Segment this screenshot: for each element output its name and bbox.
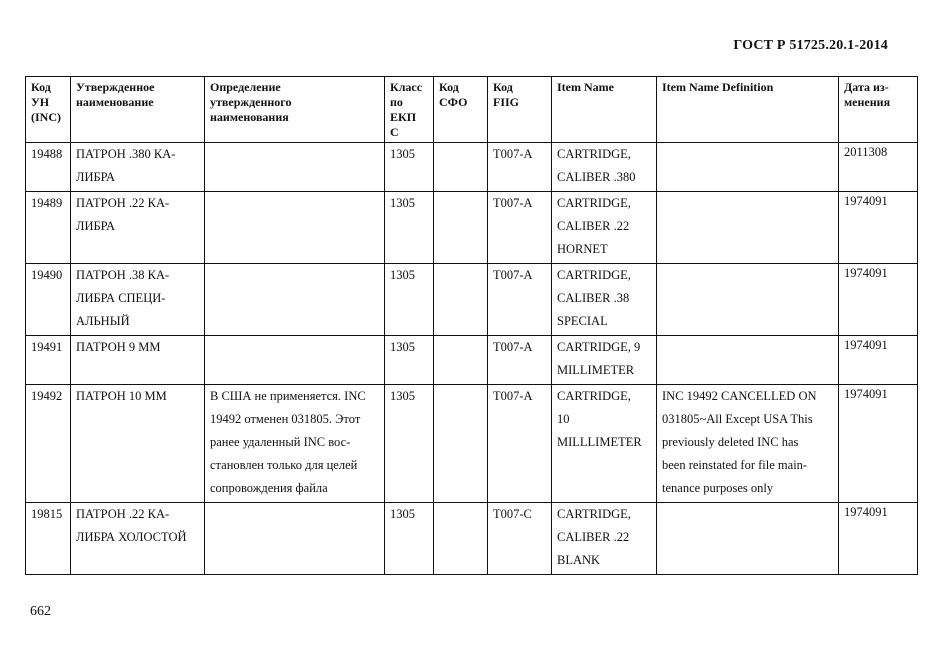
cell-date: 1974091 [839,336,918,385]
table-header-row [26,77,918,143]
cell-class: 1305 [385,385,434,503]
table-row [26,385,918,503]
cell-class: 1305 [385,264,434,336]
col-header-code: Код УН (INC) [26,77,71,143]
cell-name: ПАТРОН .22 КА- ЛИБРА [71,192,205,264]
cell-name: ПАТРОН .22 КА- ЛИБРА ХОЛОСТОЙ [71,503,205,575]
cell-item-definition [657,192,839,264]
cell-sfo [434,192,488,264]
cell-item-name: CARTRIDGE, CALIBER .22 HORNET [552,192,657,264]
cell-code: 19492 [26,385,71,503]
cell-fiig: T007-A [488,192,552,264]
cell-class: 1305 [385,336,434,385]
cell-date: 1974091 [839,192,918,264]
cell-item-definition [657,336,839,385]
cell-sfo [434,264,488,336]
cell-fiig: T007-A [488,264,552,336]
cell-item-definition: INC 19492 CANCELLED ON 031805~All Except USA This previously deleted INC has been reinstated for file main- tenance purposes only [657,385,839,503]
cell-sfo [434,336,488,385]
cell-class: 1305 [385,143,434,192]
col-header-fiig: Код FIIG [488,77,552,143]
cell-code: 19491 [26,336,71,385]
table-row [26,192,918,264]
cell-item-name: CARTRIDGE, 10 MILLLIMETER [552,385,657,503]
table-row [26,336,918,385]
cell-class: 1305 [385,503,434,575]
cell-definition: В США не применяется. INC 19492 отменен 031805. Этот ранее удаленный INC вос- становлен только для целей сопровождения файла [205,385,385,503]
cell-sfo [434,385,488,503]
table-body [26,143,918,575]
cell-definition [205,336,385,385]
inc-table [25,76,918,575]
cell-name: ПАТРОН .38 КА- ЛИБРА СПЕЦИ- АЛЬНЫЙ [71,264,205,336]
cell-sfo [434,503,488,575]
cell-fiig: T007-A [488,336,552,385]
cell-item-definition [657,503,839,575]
document-code: ГОСТ Р 51725.20.1-2014 [733,38,888,53]
cell-definition [205,192,385,264]
table-row [26,143,918,192]
cell-name: ПАТРОН .380 КА- ЛИБРА [71,143,205,192]
cell-item-name: CARTRIDGE, CALIBER .38 SPECIAL [552,264,657,336]
cell-fiig: T007-A [488,385,552,503]
col-header-sfo: Код СФО [434,77,488,143]
table-row [26,503,918,575]
cell-item-name: CARTRIDGE, CALIBER .22 BLANK [552,503,657,575]
cell-item-definition [657,264,839,336]
cell-code: 19488 [26,143,71,192]
cell-date: 1974091 [839,503,918,575]
col-header-name: Утвержденное наименование [71,77,205,143]
cell-date: 2011308 [839,143,918,192]
cell-name: ПАТРОН 10 ММ [71,385,205,503]
table-row [26,264,918,336]
cell-date: 1974091 [839,385,918,503]
page-number: 662 [30,604,51,619]
cell-item-definition [657,143,839,192]
cell-item-name: CARTRIDGE, 9 MILLIMETER [552,336,657,385]
cell-definition [205,143,385,192]
col-header-item-definition: Item Name Definition [657,77,839,143]
cell-name: ПАТРОН 9 ММ [71,336,205,385]
col-header-date: Дата из- менения [839,77,918,143]
cell-date: 1974091 [839,264,918,336]
col-header-class: Класс по ЕКП С [385,77,434,143]
cell-definition [205,264,385,336]
col-header-definition: Определение утвержденного наименования [205,77,385,143]
cell-code: 19489 [26,192,71,264]
cell-code: 19815 [26,503,71,575]
cell-definition [205,503,385,575]
cell-item-name: CARTRIDGE, CALIBER .380 [552,143,657,192]
cell-class: 1305 [385,192,434,264]
cell-fiig: T007-C [488,503,552,575]
col-header-item-name: Item Name [552,77,657,143]
cell-sfo [434,143,488,192]
cell-code: 19490 [26,264,71,336]
cell-fiig: T007-A [488,143,552,192]
